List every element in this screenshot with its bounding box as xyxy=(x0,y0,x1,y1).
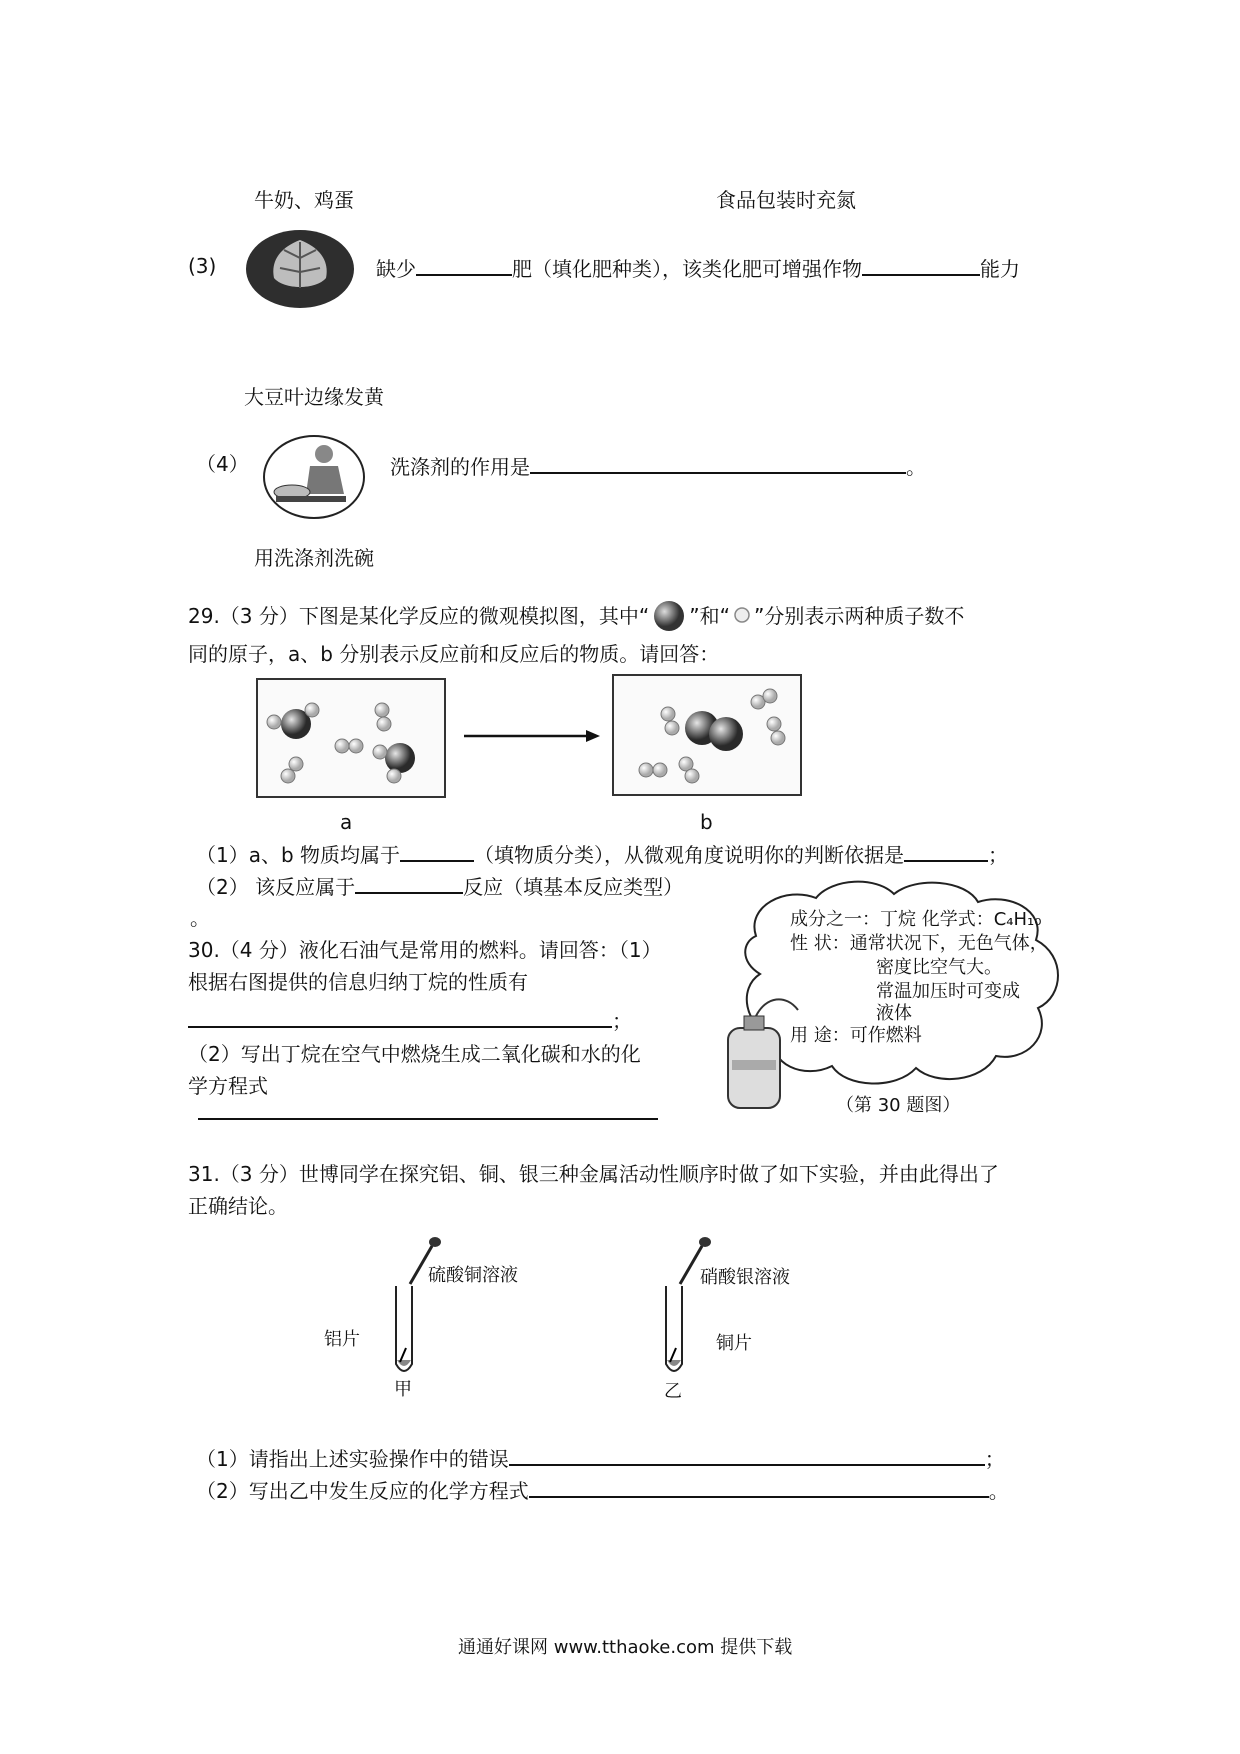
q31-sub1-end: ； xyxy=(984,1447,1005,1471)
reactant-box-a xyxy=(256,678,446,798)
q29-line-2: 同的原子，a、b 分别表示反应前和反应后的物质。请回答： xyxy=(188,642,720,666)
milk-egg-caption: 牛奶、鸡蛋 xyxy=(254,188,354,212)
tube1-solution-label: 硫酸铜溶液 xyxy=(428,1265,518,1286)
q3-blank-ability[interactable] xyxy=(862,252,980,276)
q4-number: （4） xyxy=(196,452,249,476)
q31-line-2: 正确结论。 xyxy=(188,1194,288,1218)
q29-blank-classification[interactable] xyxy=(400,838,474,862)
big-atom-icon xyxy=(649,606,689,630)
tube1-metal-label: 铝片 xyxy=(324,1329,360,1350)
q30-line-1: 30.（4 分）液化石油气是常用的燃料。请回答：（1） xyxy=(188,938,662,962)
q31-sub1-text: （1）请指出上述实验操作中的错误 xyxy=(196,1447,509,1471)
q29-sub1-text-a: （1）a、b 物质均属于 xyxy=(196,843,401,867)
q3-blank-fertilizer[interactable] xyxy=(416,252,512,276)
washing-dishes-image xyxy=(262,434,366,520)
q30-blank-line xyxy=(188,1004,632,1035)
cloud-line-3: 密度比空气大。 xyxy=(876,957,1002,978)
q29-text-1c: ”分别表示两种质子数不 xyxy=(753,604,965,628)
q31-sub-2 xyxy=(196,1474,1009,1505)
q29-end-mark: 。 xyxy=(190,906,210,930)
q31-sub-1 xyxy=(196,1442,1005,1473)
soybean-leaf-image xyxy=(244,228,356,310)
q30-line-2: 根据右图提供的信息归纳丁烷的性质有 xyxy=(188,970,528,994)
washing-dishes-caption: 用洗涤剂洗碗 xyxy=(254,546,374,570)
q31-blank-equation[interactable] xyxy=(529,1474,989,1498)
q30-line-4: 学方程式 xyxy=(188,1074,268,1098)
q30-blank-equation[interactable] xyxy=(198,1118,658,1120)
label-b: b xyxy=(700,810,713,834)
q3-text-3: 能力 xyxy=(980,257,1020,281)
q3-number: (3) xyxy=(188,254,217,278)
nitrogen-packaging-caption: 食品包装时充氮 xyxy=(716,188,856,212)
q30-semicolon: ； xyxy=(612,1009,632,1033)
q31-sub2-text: （2）写出乙中发生反应的化学方程式 xyxy=(196,1479,529,1503)
q3-text-1: 缺少 xyxy=(376,257,416,281)
q30-blank-properties[interactable] xyxy=(188,1004,612,1028)
q29-sub2-text-a: （2） 该反应属于 xyxy=(196,875,356,899)
q4-line xyxy=(390,450,926,481)
product-box-b xyxy=(612,674,802,796)
soybean-leaf-caption: 大豆叶边缘发黄 xyxy=(244,385,384,409)
q30-figure-caption: （第 30 题图） xyxy=(836,1095,961,1116)
test-tube-yi xyxy=(650,1236,730,1386)
q3-text-2: 肥（填化肥种类），该类化肥可增强作物 xyxy=(512,257,862,281)
q29-sub-1 xyxy=(196,838,1008,869)
q4-text-2: 。 xyxy=(906,455,926,479)
tube2-solution-label: 硝酸银溶液 xyxy=(700,1267,790,1288)
q29-blank-reason[interactable] xyxy=(904,838,988,862)
q29-sub1-text-c: ； xyxy=(988,843,1009,867)
q29-text-1b: ”和“ xyxy=(689,604,730,628)
q29-blank-reaction-type[interactable] xyxy=(355,870,463,894)
q29-sub-2 xyxy=(196,870,683,901)
tube1-label: 甲 xyxy=(394,1379,412,1400)
q29-sub1-text-b: （填物质分类），从微观角度说明你的判断依据是 xyxy=(474,843,905,867)
reaction-arrow xyxy=(462,728,602,744)
cloud-line-6: 用 途：可作燃料 xyxy=(790,1025,922,1046)
q31-sub2-end: 。 xyxy=(988,1479,1009,1503)
cloud-line-5: 液体 xyxy=(876,1003,912,1024)
q4-blank-detergent[interactable] xyxy=(530,450,906,474)
cloud-line-1: 成分之一：丁烷 化学式：C₄H₁₀ xyxy=(790,909,1042,930)
cloud-line-4: 常温加压时可变成 xyxy=(876,981,1020,1002)
cloud-line-2: 性 状：通常状况下，无色气体， xyxy=(790,933,1048,954)
q30-line-3: （2）写出丁烷在空气中燃烧生成二氧化碳和水的化 xyxy=(188,1042,641,1066)
label-a: a xyxy=(340,810,353,834)
q31-blank-error[interactable] xyxy=(509,1442,985,1466)
tube2-label: 乙 xyxy=(664,1381,682,1402)
q29-sub2-text-b: 反应（填基本反应类型） xyxy=(463,875,684,899)
q29-text-1a: 29.（3 分）下图是某化学反应的微观模拟图，其中“ xyxy=(188,604,650,628)
q31-line-1: 31.（3 分）世博同学在探究铝、铜、银三种金属活动性顺序时做了如下实验，并由此得出了 xyxy=(188,1162,999,1186)
q3-line xyxy=(376,252,1020,283)
test-tube-jia xyxy=(380,1236,460,1386)
small-atom-icon xyxy=(730,606,754,630)
page-footer: 通通好课网 www.tthaoke.com 提供下载 xyxy=(458,1637,793,1658)
tube2-metal-label: 铜片 xyxy=(716,1333,752,1354)
q29-line-1 xyxy=(188,602,964,630)
q4-text-1: 洗涤剂的作用是 xyxy=(390,455,530,479)
